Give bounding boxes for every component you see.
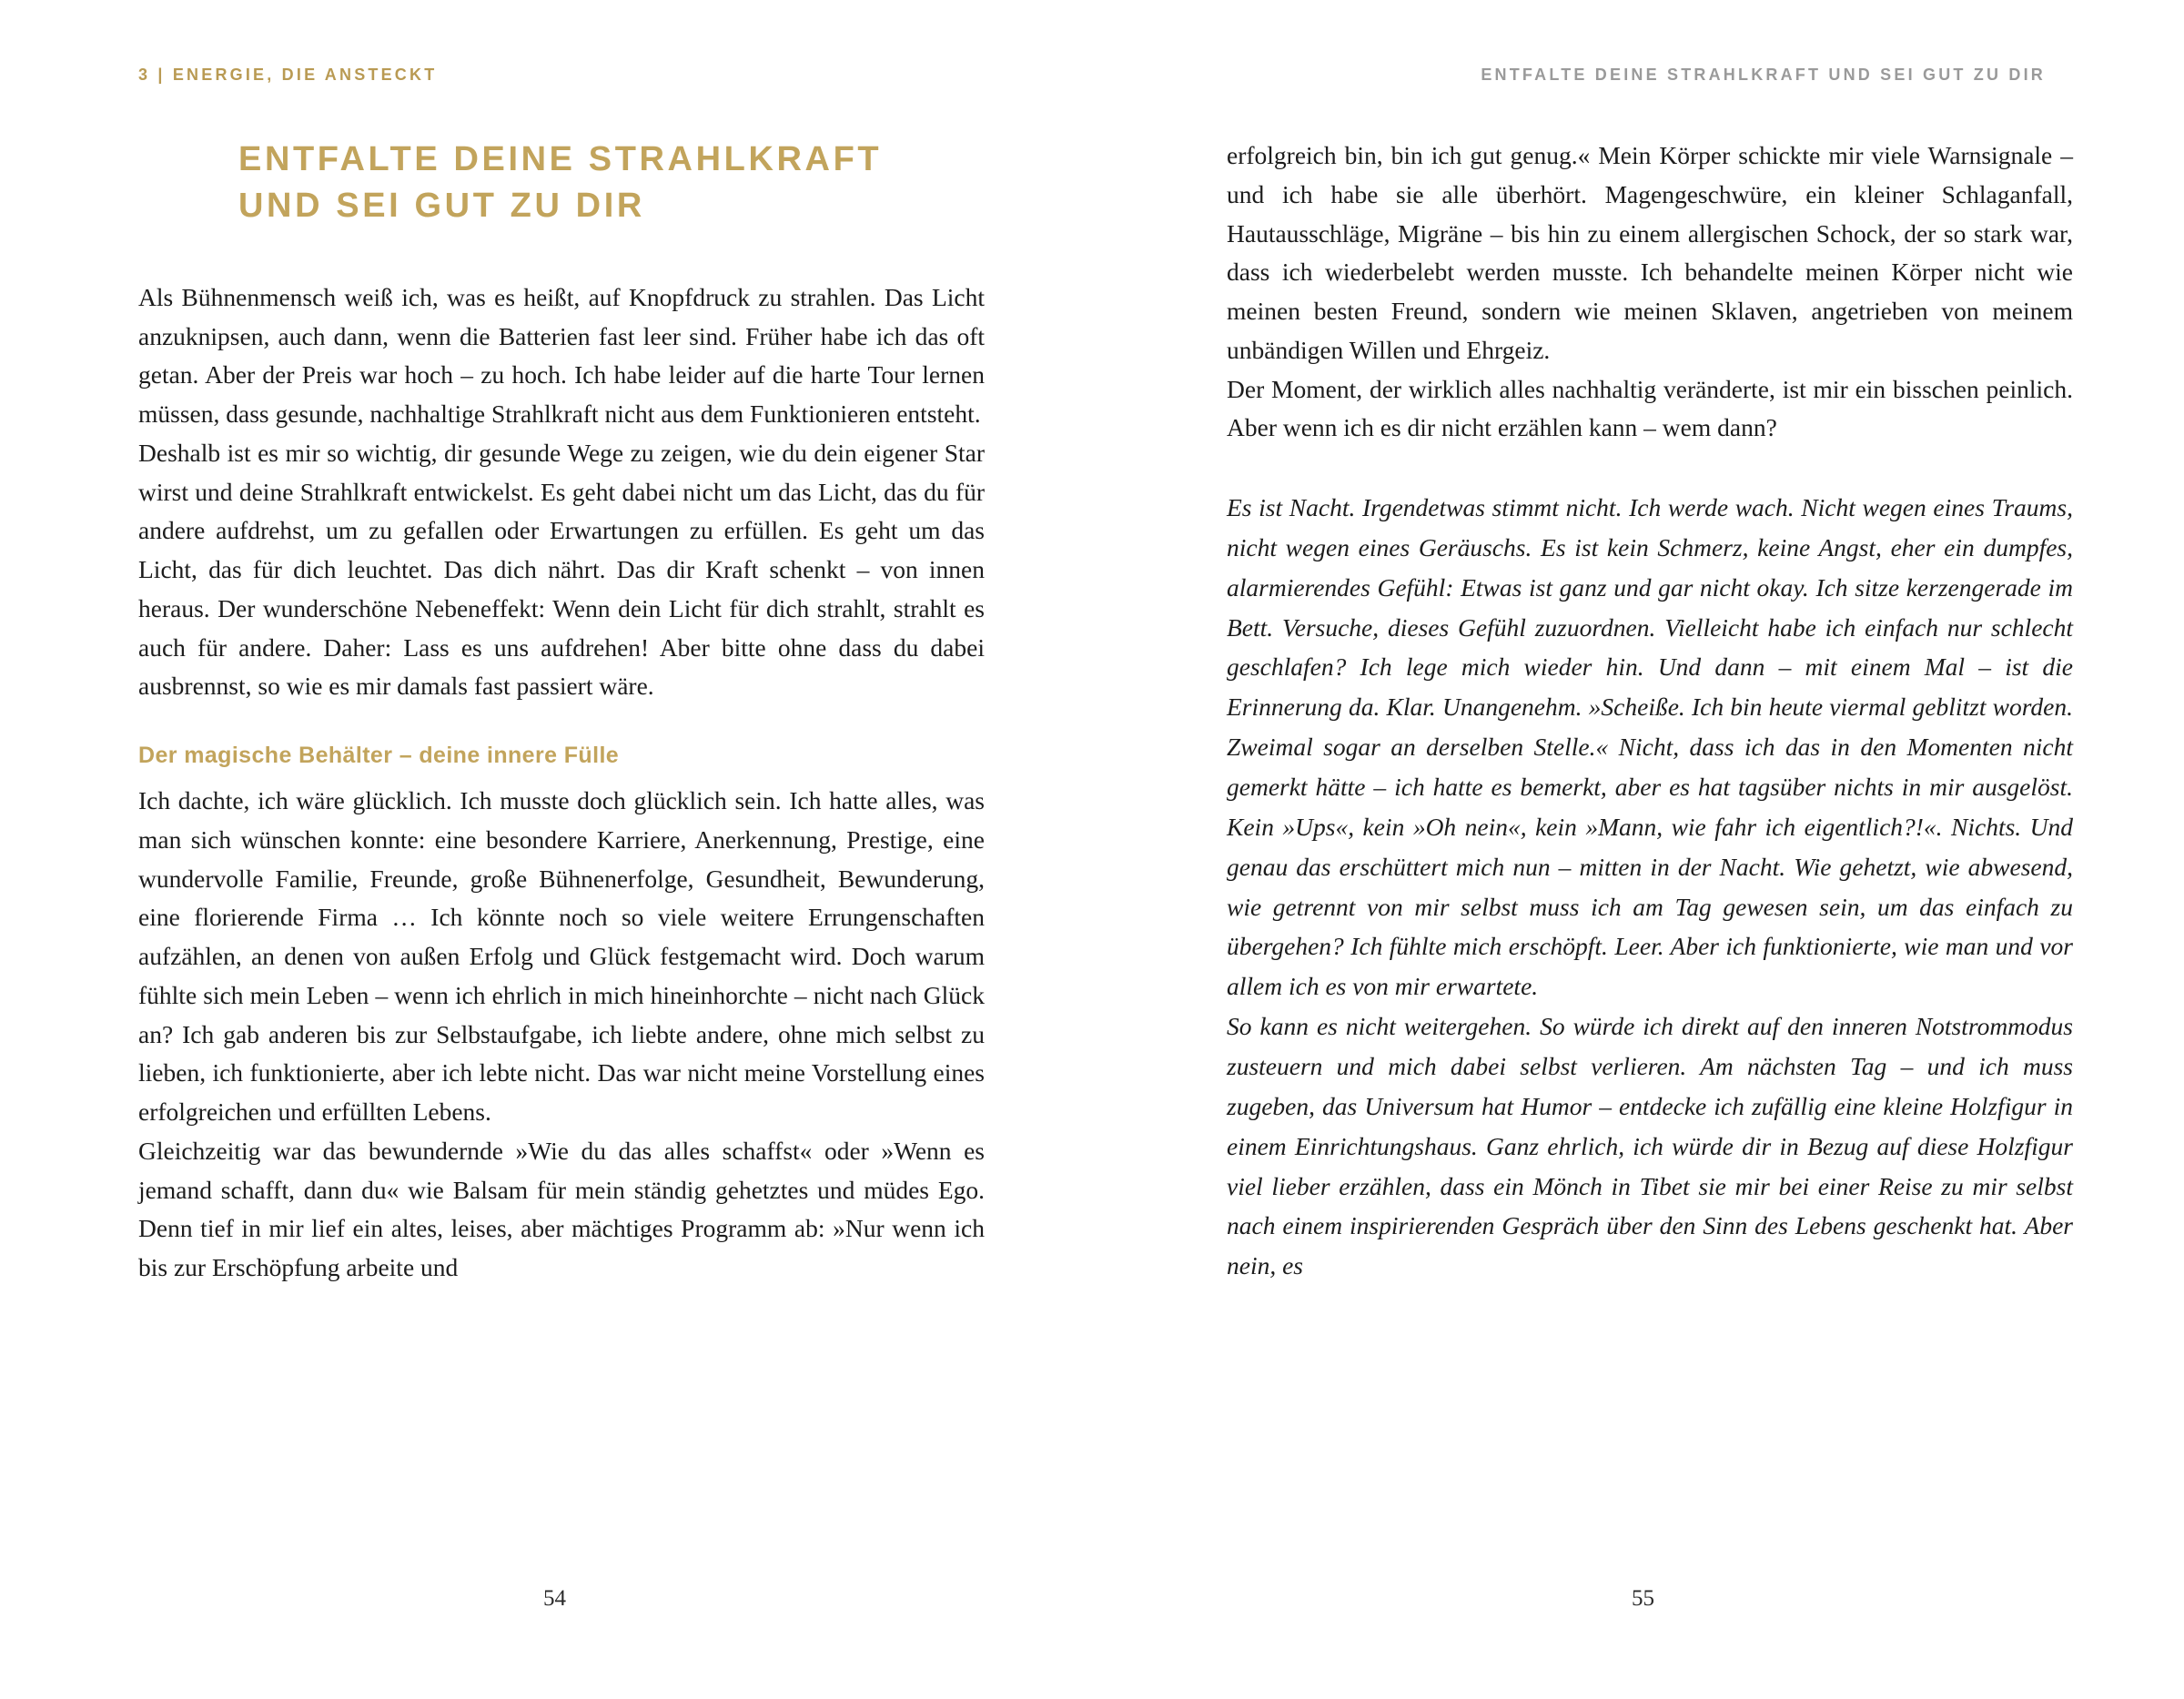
paragraph: Gleichzeitig war das bewundernde »Wie du das alles schaffst« oder »Wenn es jemand schafft, dann du« wie Balsam für mein ständig gehetztes und müdes Ego. Denn tief in mir lief ein altes, leises, aber mächtiges Programm ab: »Nur wenn ich bis zur Erschöpfung arbeite und bbox=[138, 1136, 985, 1282]
paragraph: Als Bühnenmensch weiß ich, was es heißt, auf Knopfdruck zu strahlen. Das Licht anzuknipsen, auch dann, wenn die Batterien fast leer sind. Früher habe ich das oft getan. Aber der Preis war hoch – zu hoch. Ich habe leider auf die harte Tour lernen müssen, dass gesunde, nachhaltige Strahlkraft nicht aus dem Funktionieren entsteht. bbox=[138, 282, 985, 429]
italic-narrative-block bbox=[1227, 488, 2073, 1286]
page-number-right: 55 bbox=[1632, 1586, 1654, 1611]
page-left bbox=[138, 137, 985, 1288]
paragraph: erfolgreich bin, bin ich gut genug.« Mein Körper schickte mir viele Warnsignale – und ich habe sie alle überhört. Magengeschwüre, ein kleiner Schlaganfall, Hautausschläge, Migräne – bis hin zu einem allergischen Schock, der so stark war, dass ich wiederbelebt werden musste. Ich behandelte meinen Körper nicht wie meinen besten Freund, sondern wie meinen Sklaven, angetrieben von meinem unbändigen Willen und Ehrgeiz. bbox=[1227, 141, 2073, 364]
page-title-line-1: ENTFALTE DEINE STRAHLKRAFT bbox=[238, 140, 883, 178]
page-title-line-2: UND SEI GUT ZU DIR bbox=[238, 186, 645, 225]
section-subheading: Der magische Behälter – deine innere Fülle bbox=[138, 743, 620, 769]
page-number-left: 54 bbox=[543, 1586, 566, 1611]
paragraph: Ich dachte, ich wäre glücklich. Ich musste doch glücklich sein. Ich hatte alles, was man sich wünschen konnte: eine besondere Karriere, Anerkennung, Prestige, eine wundervolle Familie, Freunde, große Bühnenerfolge, Gesundheit, Bewunderung, eine florierende Firma … Ich könnte noch so viele weitere Errungenschaften aufzählen, an denen von außen Erfolg und Glück festgemacht wird. Doch warum fühlte sich mein Leben – wenn ich ehrlich in mich hineinhorchte – nicht nach Glück an? Ich gab anderen bis zur Selbstaufgabe, ich liebte andere, ohne mich selbst zu lieben, ich funktionierte, aber ich lebte nicht. Das war nicht meine Vorstellung eines erfolgreichen und erfüllten Lebens. bbox=[138, 786, 985, 1127]
paragraph: Deshalb ist es mir so wichtig, dir gesunde Wege zu zeigen, wie du dein eigener Star wirst und deine Strahlkraft entwickelst. Es geht dabei nicht um das Licht, das du für andere aufdrehst, um zu gefallen oder Erwartungen zu erfüllen. Es geht um das Licht, das für dich leuchtet. Das dich nährt. Das dir Kraft schenkt – von innen heraus. Der wunderschöne Nebeneffekt: Wenn dein Licht für dich strahlt, strahlt es auch für andere. Daher: Lass es uns aufdrehen! Aber bitte ohne dass du dabei ausbrennst, so wie es mir damals fast passiert wäre. bbox=[138, 438, 985, 701]
paragraph: Der Moment, der wirklich alles nachhaltig veränderte, ist mir ein bisschen peinlich. Aber wenn ich es dir nicht erzählen kann – wem dann? bbox=[1227, 374, 2073, 442]
running-head-right: ENTFALTE DEINE STRAHLKRAFT UND SEI GUT ZU DIR bbox=[1481, 66, 2046, 84]
page-title bbox=[238, 137, 985, 229]
running-head-left: 3 | ENERGIE, DIE ANSTECKT bbox=[138, 66, 438, 84]
paragraph: So kann es nicht weitergehen. So würde ich direkt auf den inneren Notstrommodus zusteuern und mich dabei selbst verlieren. Am nächsten Tag – und ich muss zugeben, das Universum hat Humor – entdecke ich zufällig eine kleine Holzfigur in einem Einrichtungshaus. Ganz ehrlich, ich würde dir in Bezug auf diese Holzfigur viel lieber erzählen, dass ein Mönch in Tibet sie mir bei einer Reise zu mir selbst nach einem inspirierenden Gespräch über den Sinn des Lebens geschenkt hat. Aber nein, es bbox=[1227, 1012, 2073, 1280]
paragraph: Es ist Nacht. Irgendetwas stimmt nicht. Ich werde wach. Nicht wegen eines Traums, nicht wegen eines Geräuschs. Es ist kein Schmerz, keine Angst, eher ein dumpfes, alarmierendes Gefühl: Etwas ist ganz und gar nicht okay. Ich sitze kerzengerade im Bett. Versuche, dieses Gefühl zuzuordnen. Vielleicht habe ich einfach nur schlecht geschlafen? Ich lege mich wieder hin. Und dann – mit einem Mal – ist die Erinnerung da. Klar. Unangenehm. »Scheiße. Ich bin heute viermal geblitzt worden. Zweimal sogar an derselben Stelle.« Nicht, dass ich das in den Momenten nicht gemerkt hätte – ich hatte es bemerkt, aber es hat tagsüber nichts in mir ausgelöst. Kein »Ups«, kein »Oh nein«, kein »Mann, wie fahr ich eigentlich?!«. Nichts. Und genau das erschüttert mich nun – mitten in der Nacht. Wie gehetzt, wie abwesend, wie getrennt von mir selbst muss ich am Tag gewesen sein, um das einfach zu übergehen? Ich fühlte mich erschöpft. Leer. Aber ich funktionierte, wie man und vor allem ich es von mir erwartete. bbox=[1227, 493, 2073, 1001]
page-right bbox=[1227, 137, 2073, 1286]
